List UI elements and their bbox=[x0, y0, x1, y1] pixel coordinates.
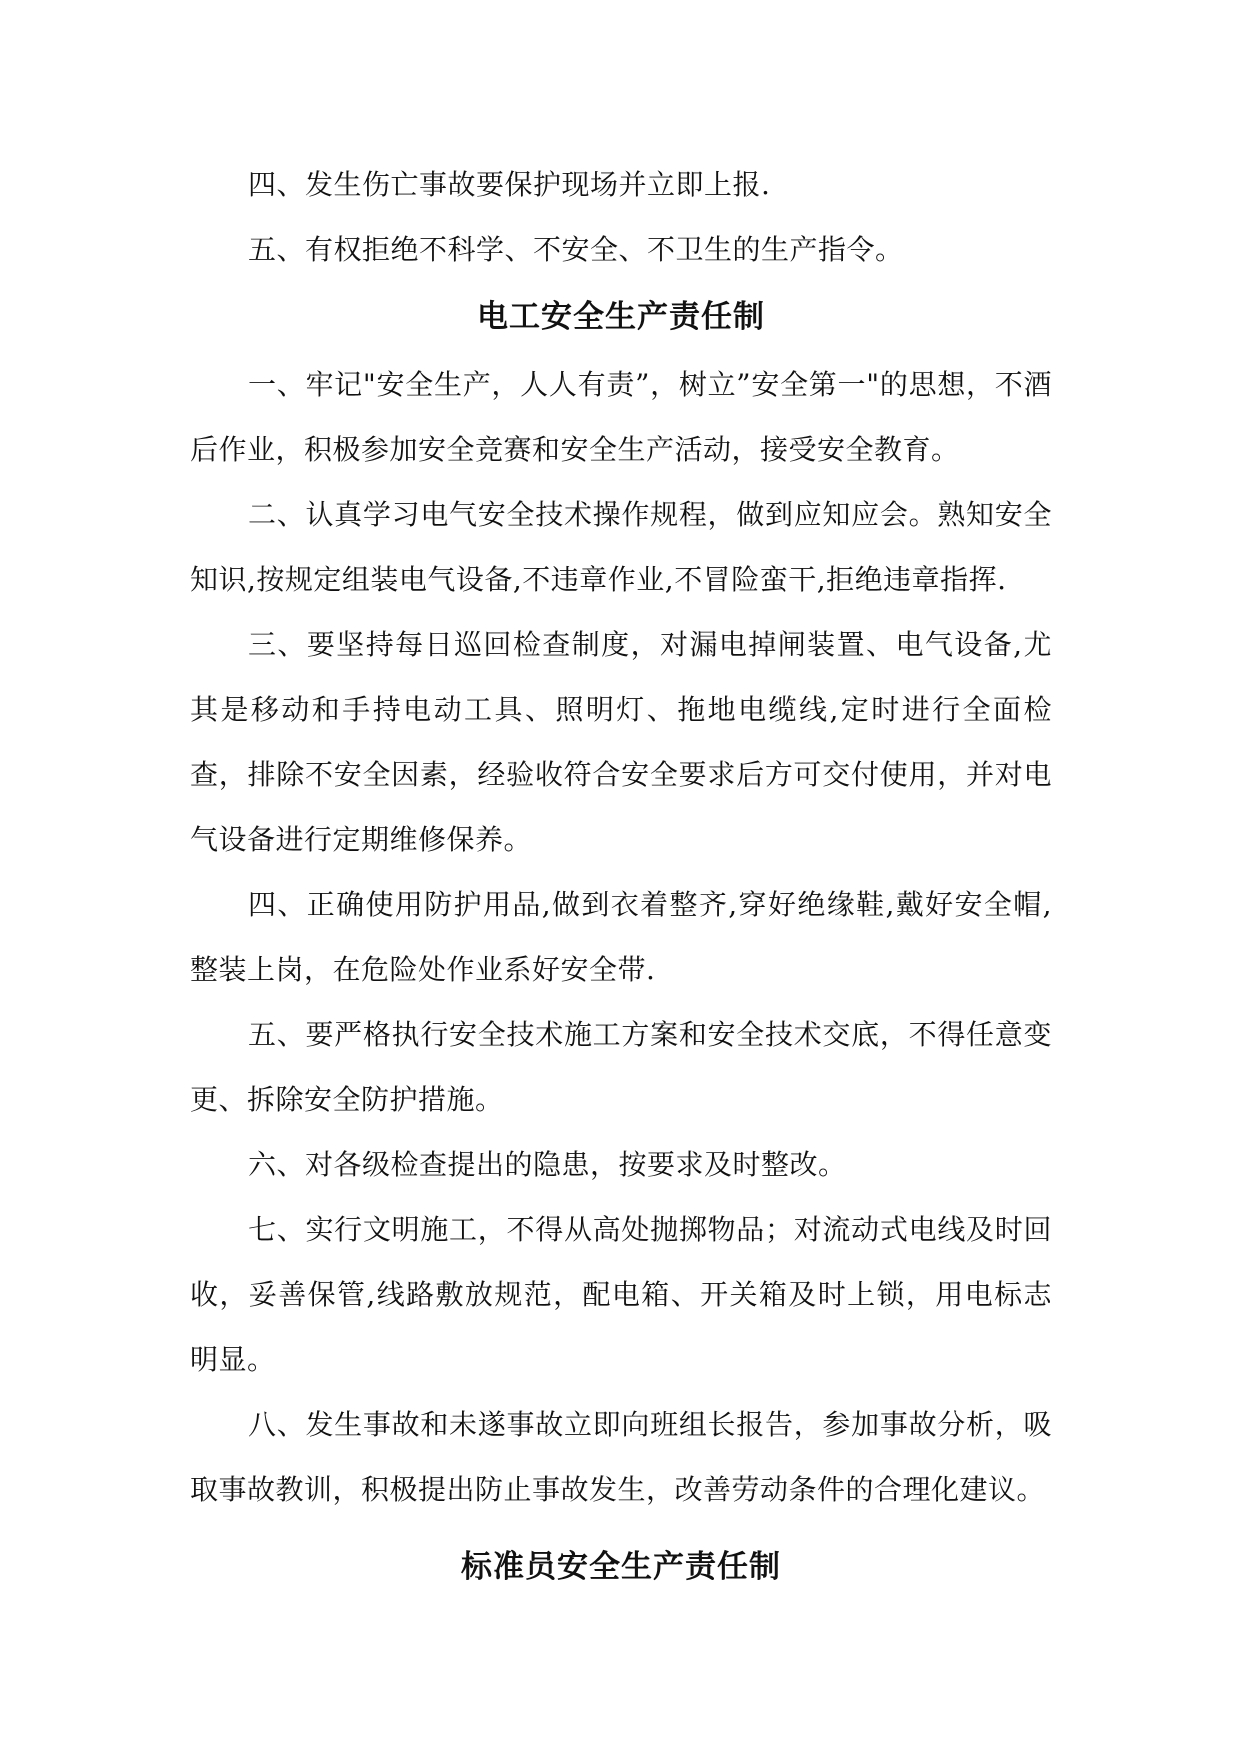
paragraph: 三、要坚持每日巡回检查制度，对漏电掉闸装置、电气设备,尤其是移动和手持电动工具、照明灯、拖地电缆线,定时进行全面检查，排除不安全因素，经验收符合安全要求后方可交付使用，并对电气设备进行定期维修保养。 bbox=[190, 628, 1052, 856]
paragraph: 七、实行文明施工，不得从高处抛掷物品；对流动式电线及时回收，妥善保管,线路敷放规范，配电箱、开关箱及时上锁，用电标志明显。 bbox=[190, 1213, 1052, 1376]
paragraph: 一、牢记"安全生产，人人有责”，树立”安全第一"的思想，不酒后作业，积极参加安全竞赛和安全生产活动，接受安全教育。 bbox=[190, 368, 1052, 466]
paragraph: 四、正确使用防护用品,做到衣着整齐,穿好绝缘鞋,戴好安全帽,整装上岗，在危险处作业系好安全带. bbox=[190, 888, 1052, 986]
paragraph: 二、认真学习电气安全技术操作规程，做到应知应会。熟知安全知识,按规定组装电气设备,不违章作业,不冒险蛮干,拒绝违章指挥. bbox=[190, 498, 1052, 596]
paragraph: 五、有权拒绝不科学、不安全、不卫生的生产指令。 bbox=[248, 233, 904, 266]
section-title: 电工安全生产责任制 bbox=[477, 299, 765, 335]
paragraph: 四、发生伤亡事故要保护现场并立即上报. bbox=[248, 168, 771, 201]
paragraph: 六、对各级检查提出的隐患，按要求及时整改。 bbox=[248, 1148, 847, 1181]
paragraph: 五、要严格执行安全技术施工方案和安全技术交底，不得任意变更、拆除安全防护措施。 bbox=[190, 1018, 1052, 1116]
paragraph: 八、发生事故和未遂事故立即向班组长报告，参加事故分析，吸取事故教训，积极提出防止事故发生，改善劳动条件的合理化建议。 bbox=[190, 1408, 1052, 1506]
document-body bbox=[190, 152, 1052, 1602]
section-title: 标准员安全生产责任制 bbox=[461, 1549, 781, 1585]
